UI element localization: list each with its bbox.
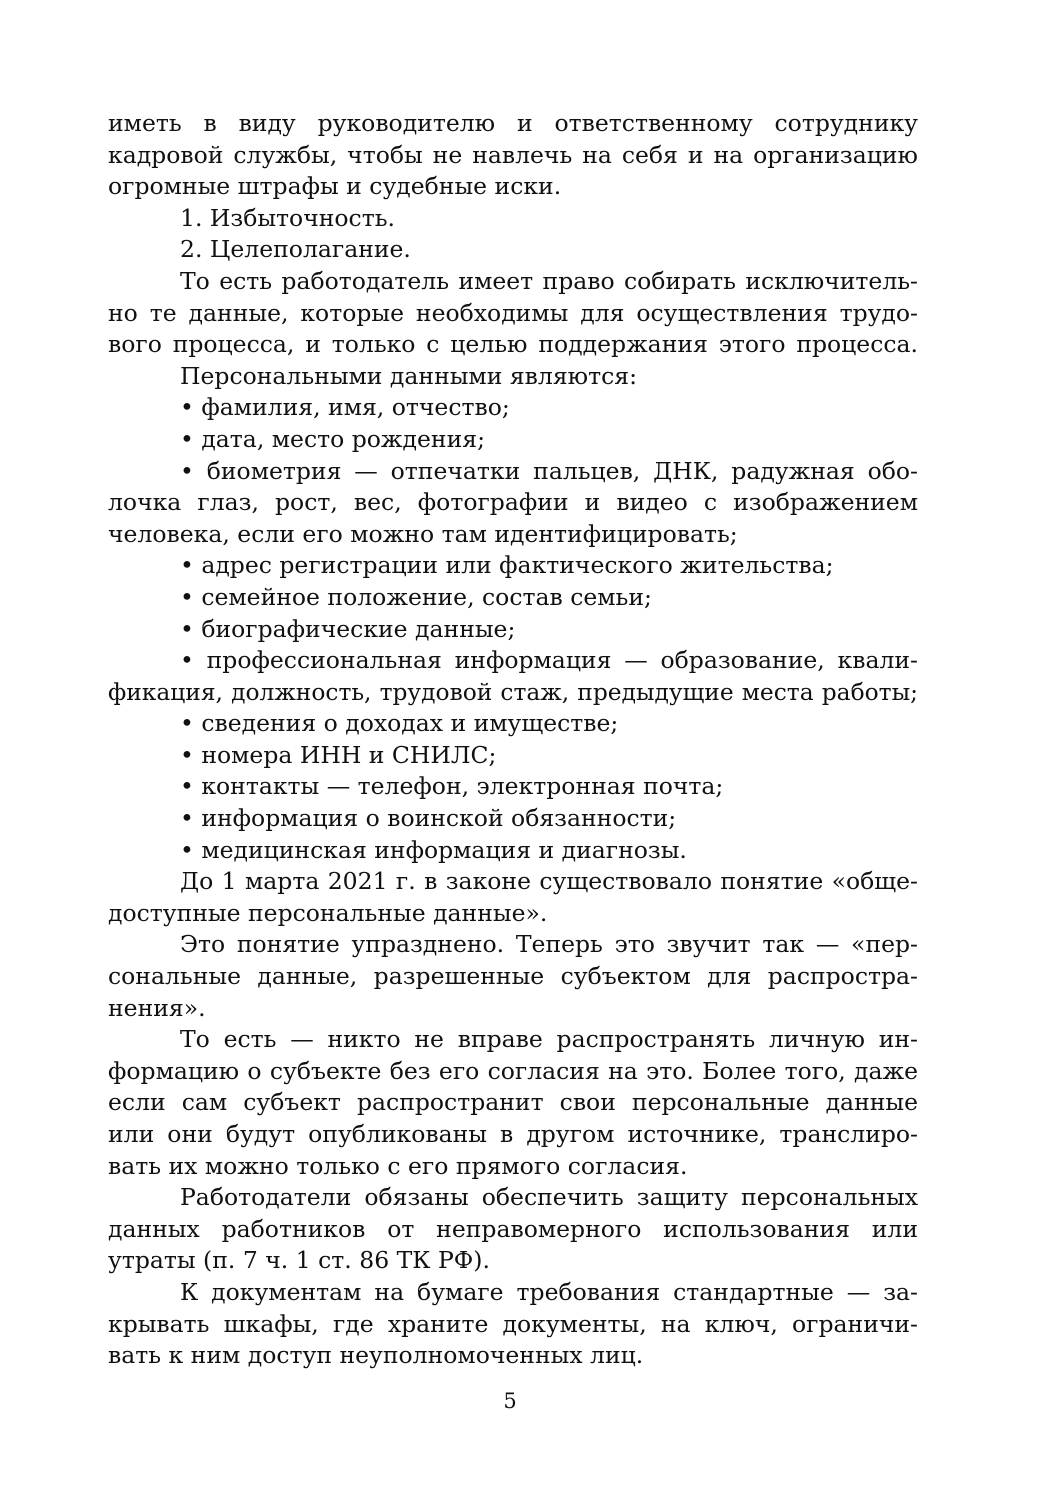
- body-text: [108, 108, 918, 1372]
- text-line: вать их можно только с его прямого согласия.: [108, 1151, 688, 1180]
- text-line: 1. Избыточность.: [180, 203, 395, 232]
- text-line: • семейное положение, состав семьи;: [180, 582, 652, 611]
- text-line: • номера ИНН и СНИЛС;: [180, 740, 497, 769]
- text-line: человека, если его можно там идентифицировать;: [108, 519, 738, 548]
- text-line: утраты (п. 7 ч. 1 ст. 86 ТК РФ).: [108, 1246, 490, 1275]
- text-line: вать к ним доступ неуполномоченных лиц.: [108, 1341, 644, 1370]
- text-line: если сам субъект распространит свои персональные данные: [108, 1088, 918, 1117]
- text-line: • фамилия, имя, отчество;: [180, 393, 510, 422]
- text-line: крывать шкафы, где храните документы, на ключ, ограничи-: [108, 1309, 918, 1338]
- text-line: • адрес регистрации или фактического жительства;: [180, 551, 834, 580]
- text-line: доступные персональные данные».: [108, 898, 548, 927]
- text-line: нения».: [108, 993, 206, 1022]
- text-line: фикация, должность, трудовой стаж, предыдущие места работы;: [108, 677, 918, 706]
- text-line: формацию о субъекте без его согласия на это. Более того, даже: [108, 1056, 918, 1085]
- text-line: или они будут опубликованы в другом источнике, транслиро-: [108, 1120, 918, 1148]
- text-line: иметь в виду руководителю и ответственному сотруднику: [108, 109, 918, 137]
- text-line: Персональными данными являются:: [180, 361, 638, 390]
- text-line: • биометрия — отпечатки пальцев, ДНК, радужная обо-: [180, 456, 918, 485]
- text-line: вого процесса, и только с целью поддержания этого процесса.: [108, 330, 918, 359]
- text-line: Это понятие упразднено. Теперь это звучит так — «пер-: [180, 930, 918, 959]
- text-line: • профессиональная информация — образование, квали-: [180, 646, 918, 675]
- text-line: • контакты — телефон, электронная почта;: [180, 772, 724, 801]
- text-line: До 1 марта 2021 г. в законе существовало понятие «обще-: [180, 867, 918, 896]
- text-line: данных работников от неправомерного использования или: [108, 1214, 918, 1243]
- text-line: • дата, место рождения;: [180, 424, 485, 453]
- text-line: кадровой службы, чтобы не навлечь на себя и на организацию: [108, 140, 918, 169]
- text-line: • информация о воинской обязанности;: [180, 804, 677, 833]
- page-number: 5: [503, 1389, 517, 1413]
- text-line: • сведения о доходах и имуществе;: [180, 709, 619, 738]
- text-line: огромные штрафы и судебные иски.: [108, 172, 562, 201]
- text-line: сональные данные, разрешенные субъектом для распростра-: [108, 962, 918, 991]
- text-line: К документам на бумаге требования стандартные — за-: [180, 1277, 918, 1306]
- text-line: То есть — никто не вправе распространять личную ин-: [180, 1025, 918, 1054]
- text-line: но те данные, которые необходимы для осуществления трудо-: [108, 298, 918, 327]
- text-line: лочка глаз, рост, вес, фотографии и видео с изображением: [108, 488, 918, 517]
- text-line: • медицинская информация и диагнозы.: [180, 835, 687, 864]
- text-line: 2. Целеполагание.: [180, 235, 411, 264]
- text-line: • биографические данные;: [180, 614, 516, 643]
- text-line: То есть работодатель имеет право собирать исключитель-: [180, 266, 918, 295]
- text-line: Работодатели обязаны обеспечить защиту персональных: [180, 1183, 918, 1212]
